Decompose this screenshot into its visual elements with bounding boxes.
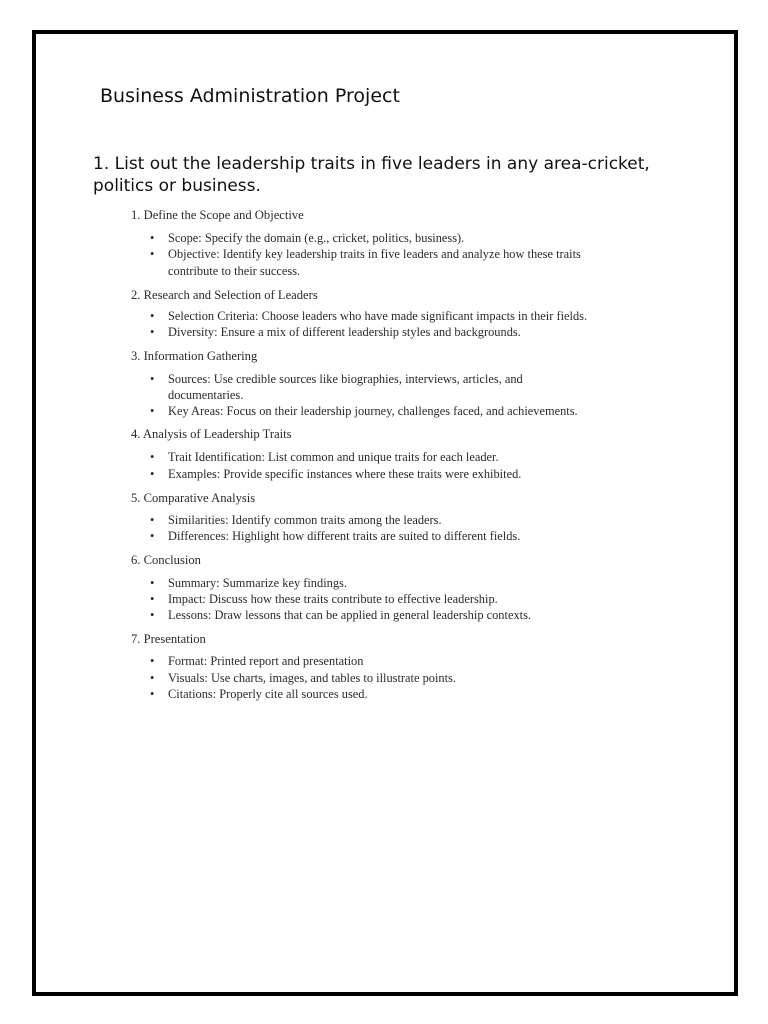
outline-section: [131, 426, 601, 482]
section-heading: 6. Conclusion: [131, 553, 201, 568]
list-item-text: Citations: Properly cite all sources used.: [168, 686, 368, 701]
bullet-icon: •: [150, 231, 155, 246]
list-item: [148, 670, 601, 686]
list-item: [148, 575, 601, 591]
list-item-text: Objective: Identify key leadership traits in five leaders and analyze how these traits contribute to their success.: [168, 247, 581, 278]
section-list: [131, 449, 601, 481]
list-item-text: Sources: Use credible sources like biographies, interviews, articles, and documentaries.: [168, 371, 523, 402]
list-item: [148, 246, 601, 278]
bullet-icon: •: [150, 575, 155, 590]
list-item: [148, 230, 601, 246]
list-item-text: Differences: Highlight how different traits are suited to different fields.: [168, 529, 521, 544]
bullet-icon: •: [150, 404, 155, 419]
bullet-icon: •: [150, 309, 155, 324]
bullet-icon: •: [150, 371, 155, 386]
list-item-text: Lessons: Draw lessons that can be applied in general leadership contexts.: [168, 608, 532, 623]
list-item-text: Selection Criteria: Choose leaders who have made significant impacts in their fields.: [168, 309, 588, 324]
list-item-text: Visuals: Use charts, images, and tables to illustrate points.: [168, 670, 456, 685]
section-heading: 3. Information Gathering: [131, 349, 258, 364]
list-item-text: Format: Printed report and presentation: [168, 654, 364, 669]
bullet-icon: •: [150, 654, 155, 669]
list-item: [148, 528, 601, 544]
section-list: [131, 575, 601, 624]
list-item-text: Diversity: Ensure a mix of different leadership styles and backgrounds.: [168, 325, 521, 340]
bullet-icon: •: [150, 670, 155, 685]
bullet-icon: •: [150, 513, 155, 528]
project-outline: [131, 207, 601, 702]
document-title: Business Administration Project: [100, 85, 400, 107]
outline-section: [131, 348, 601, 419]
outline-section: [131, 490, 601, 545]
section-list: [131, 512, 601, 544]
section-heading: 4. Analysis of Leadership Traits: [131, 427, 292, 442]
section-heading: 2. Research and Selection of Leaders: [131, 287, 318, 302]
list-item: [148, 371, 601, 403]
question-text: 1. List out the leadership traits in five leaders in any area-cricket, politics or business.: [93, 154, 650, 196]
bullet-icon: •: [150, 247, 155, 262]
section-list: [131, 230, 601, 279]
list-item: [148, 512, 601, 528]
list-item-text: Impact: Discuss how these traits contribute to effective leadership.: [168, 591, 498, 606]
list-item: [148, 403, 601, 419]
section-list: [131, 308, 601, 340]
bullet-icon: •: [150, 325, 155, 340]
list-item-text: Scope: Specify the domain (e.g., cricket, politics, business).: [168, 231, 465, 246]
list-item-text: Similarities: Identify common traits among the leaders.: [168, 513, 442, 528]
list-item-text: Trait Identification: List common and unique traits for each leader.: [168, 450, 499, 465]
list-item: [148, 653, 601, 669]
list-item-text: Key Areas: Focus on their leadership journey, challenges faced, and achievements.: [168, 404, 578, 419]
section-heading: 7. Presentation: [131, 632, 206, 647]
list-item-text: Summary: Summarize key findings.: [168, 575, 347, 590]
bullet-icon: •: [150, 686, 155, 701]
list-item: [148, 308, 601, 324]
outline-section: [131, 552, 601, 623]
outline-section: [131, 631, 601, 702]
list-item: [148, 449, 601, 465]
bullet-icon: •: [150, 608, 155, 623]
bullet-icon: •: [150, 529, 155, 544]
outline-section: [131, 207, 601, 279]
section-heading: 1. Define the Scope and Objective: [131, 208, 304, 222]
list-item: [148, 324, 601, 340]
bullet-icon: •: [150, 466, 155, 481]
section-list: [131, 371, 601, 420]
outline-section: [131, 287, 601, 341]
bullet-icon: •: [150, 450, 155, 465]
section-list: [131, 653, 601, 702]
list-item-text: Examples: Provide specific instances where these traits were exhibited.: [168, 466, 522, 481]
list-item: [148, 466, 601, 482]
section-heading: 5. Comparative Analysis: [131, 490, 256, 505]
list-item: [148, 591, 601, 607]
bullet-icon: •: [150, 591, 155, 606]
list-item: [148, 686, 601, 702]
list-item: [148, 607, 601, 623]
